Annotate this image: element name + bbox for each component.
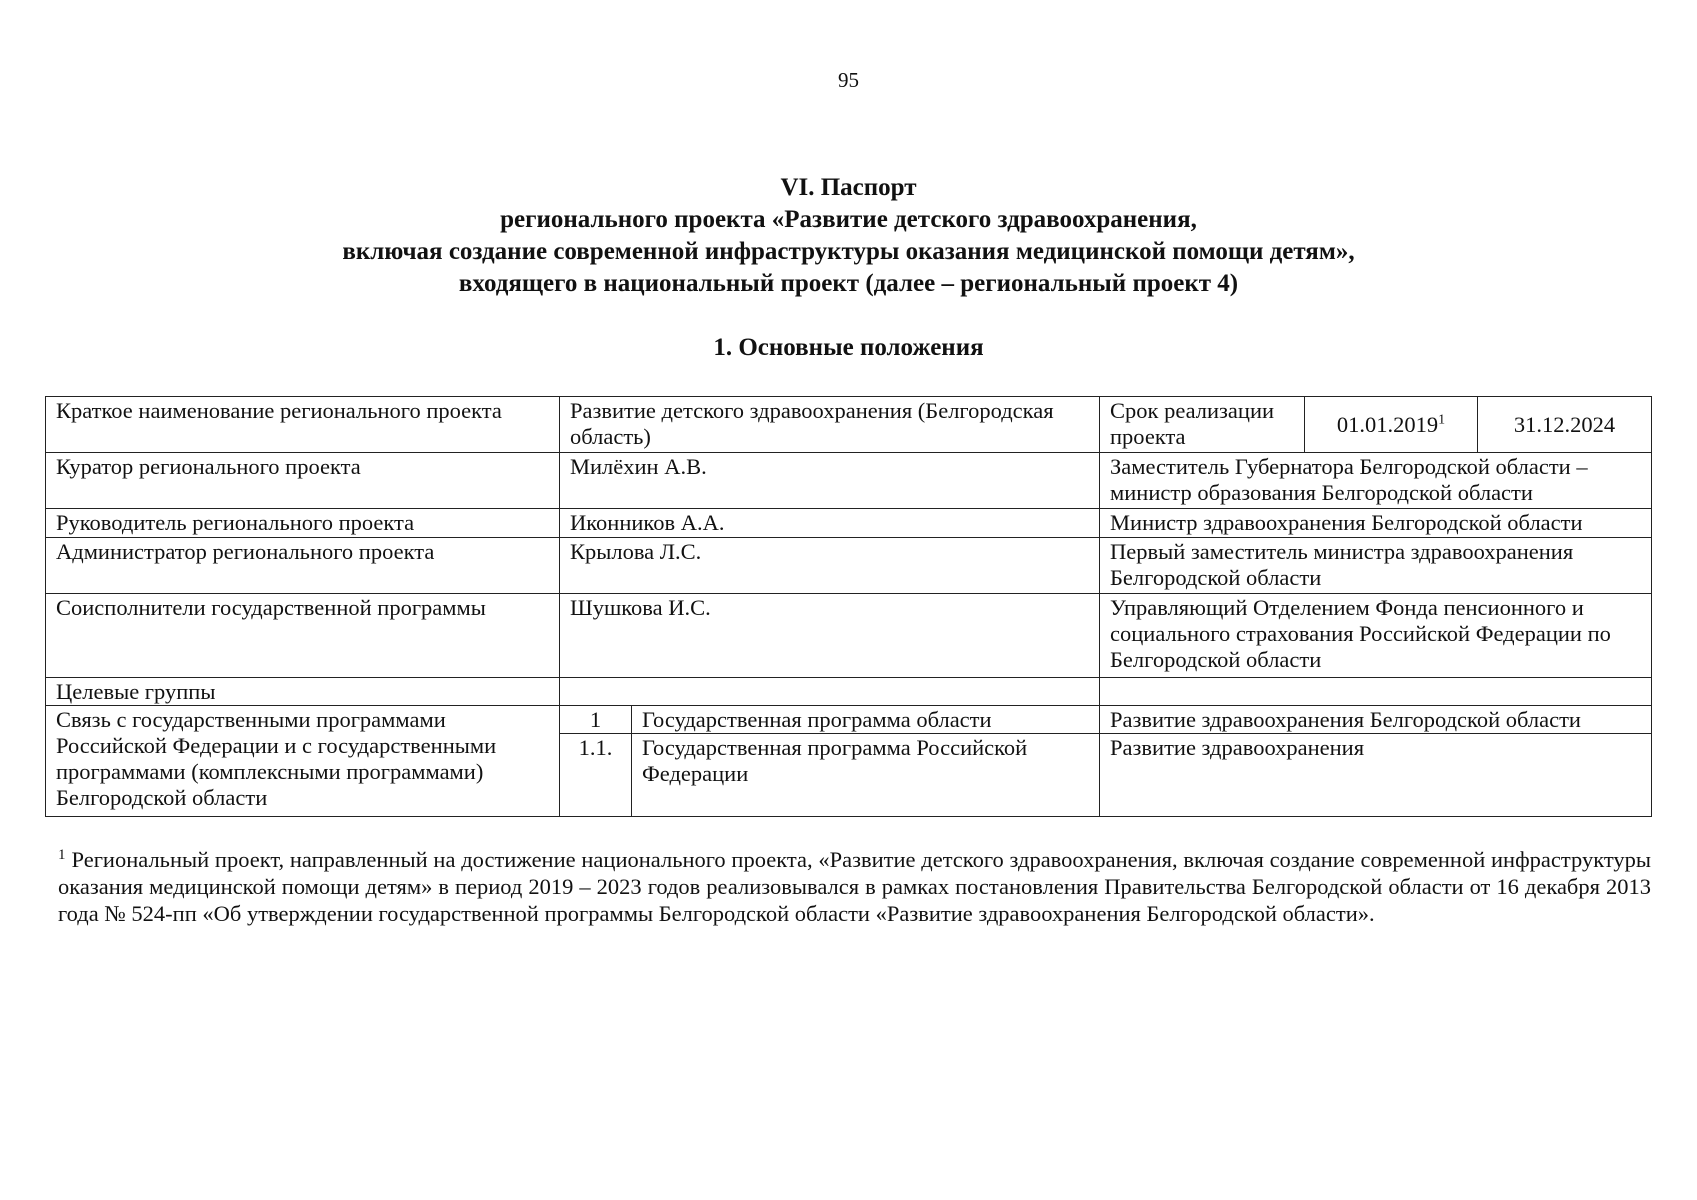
table-row	[46, 678, 1652, 706]
admin-label: Администратор регионального проекта	[46, 538, 560, 594]
section-title: 1. Основные положения	[713, 334, 984, 361]
curator-position: Заместитель Губернатора Белгородской области – министр образования Белгородской области	[1100, 453, 1652, 509]
curator-name: Милёхин А.В.	[560, 453, 1100, 509]
passport-table	[45, 396, 1652, 817]
program-num: 1.1.	[560, 734, 632, 817]
short-name-value: Развитие детского здравоохранения (Белгородская область)	[560, 397, 1100, 453]
link-label: Связь с государственными программами Российской Федерации и с государственными программами (комплексными программами) Белгородской области	[46, 706, 560, 817]
term-end: 31.12.2024	[1478, 397, 1652, 453]
target-groups-value	[560, 678, 1100, 706]
footnote-mark: 1	[58, 846, 66, 863]
table-row	[46, 397, 1652, 453]
curator-label: Куратор регионального проекта	[46, 453, 560, 509]
head-position: Министр здравоохранения Белгородской области	[1100, 509, 1652, 538]
program-num: 1	[560, 706, 632, 734]
document-title	[0, 172, 1697, 300]
footnote	[58, 846, 1651, 927]
head-label: Руководитель регионального проекта	[46, 509, 560, 538]
program-type: Государственная программа Российской Федерации	[632, 734, 1100, 817]
title-line-2: регионального проекта «Развитие детского здравоохранения,	[500, 206, 1197, 233]
table-row	[46, 706, 1652, 734]
coexec-label: Соисполнители государственной программы	[46, 594, 560, 678]
admin-position: Первый заместитель министра здравоохранения Белгородской области	[1100, 538, 1652, 594]
table-row	[46, 453, 1652, 509]
title-line-4: входящего в национальный проект (далее – региональный проект 4)	[458, 270, 1239, 297]
page-number: 95	[838, 68, 859, 92]
title-line-3: включая создание современной инфраструктуры оказания медицинской помощи детям»,	[342, 238, 1355, 265]
target-groups-extra	[1100, 678, 1652, 706]
table-row	[46, 594, 1652, 678]
title-line-1: VI. Паспорт	[780, 174, 917, 201]
program-name: Развитие здравоохранения Белгородской области	[1100, 706, 1652, 734]
program-name: Развитие здравоохранения	[1100, 734, 1652, 817]
table-row	[46, 509, 1652, 538]
program-type: Государственная программа области	[632, 706, 1100, 734]
admin-name: Крылова Л.С.	[560, 538, 1100, 594]
short-name-label: Краткое наименование регионального проекта	[46, 397, 560, 453]
coexec-name: Шушкова И.С.	[560, 594, 1100, 678]
head-name: Иконников А.А.	[560, 509, 1100, 538]
term-start-footnote: 1	[1438, 412, 1446, 428]
term-start: 01.01.2019	[1336, 412, 1439, 437]
table-row	[46, 538, 1652, 594]
term-start-cell	[1305, 397, 1478, 453]
coexec-position: Управляющий Отделением Фонда пенсионного и социального страхования Российской Федерации по Белгородской области	[1100, 594, 1652, 678]
footnote-text: Региональный проект, направленный на достижение национального проекта, «Развитие детского здравоохранения, включая создание современной инфраструктуры оказания медицинской помощи детям» в период 2019 – 2023 годов реализовывался в рамках постановления Правительства Белгородской области от 16 декабря 2013 года № 524-пп «Об утверждении государственной программы Белгородской области «Развитие здравоохранения Белгородской области».	[58, 847, 1651, 926]
target-groups-label: Целевые группы	[46, 678, 560, 706]
term-label: Срок реализации проекта	[1100, 397, 1305, 453]
